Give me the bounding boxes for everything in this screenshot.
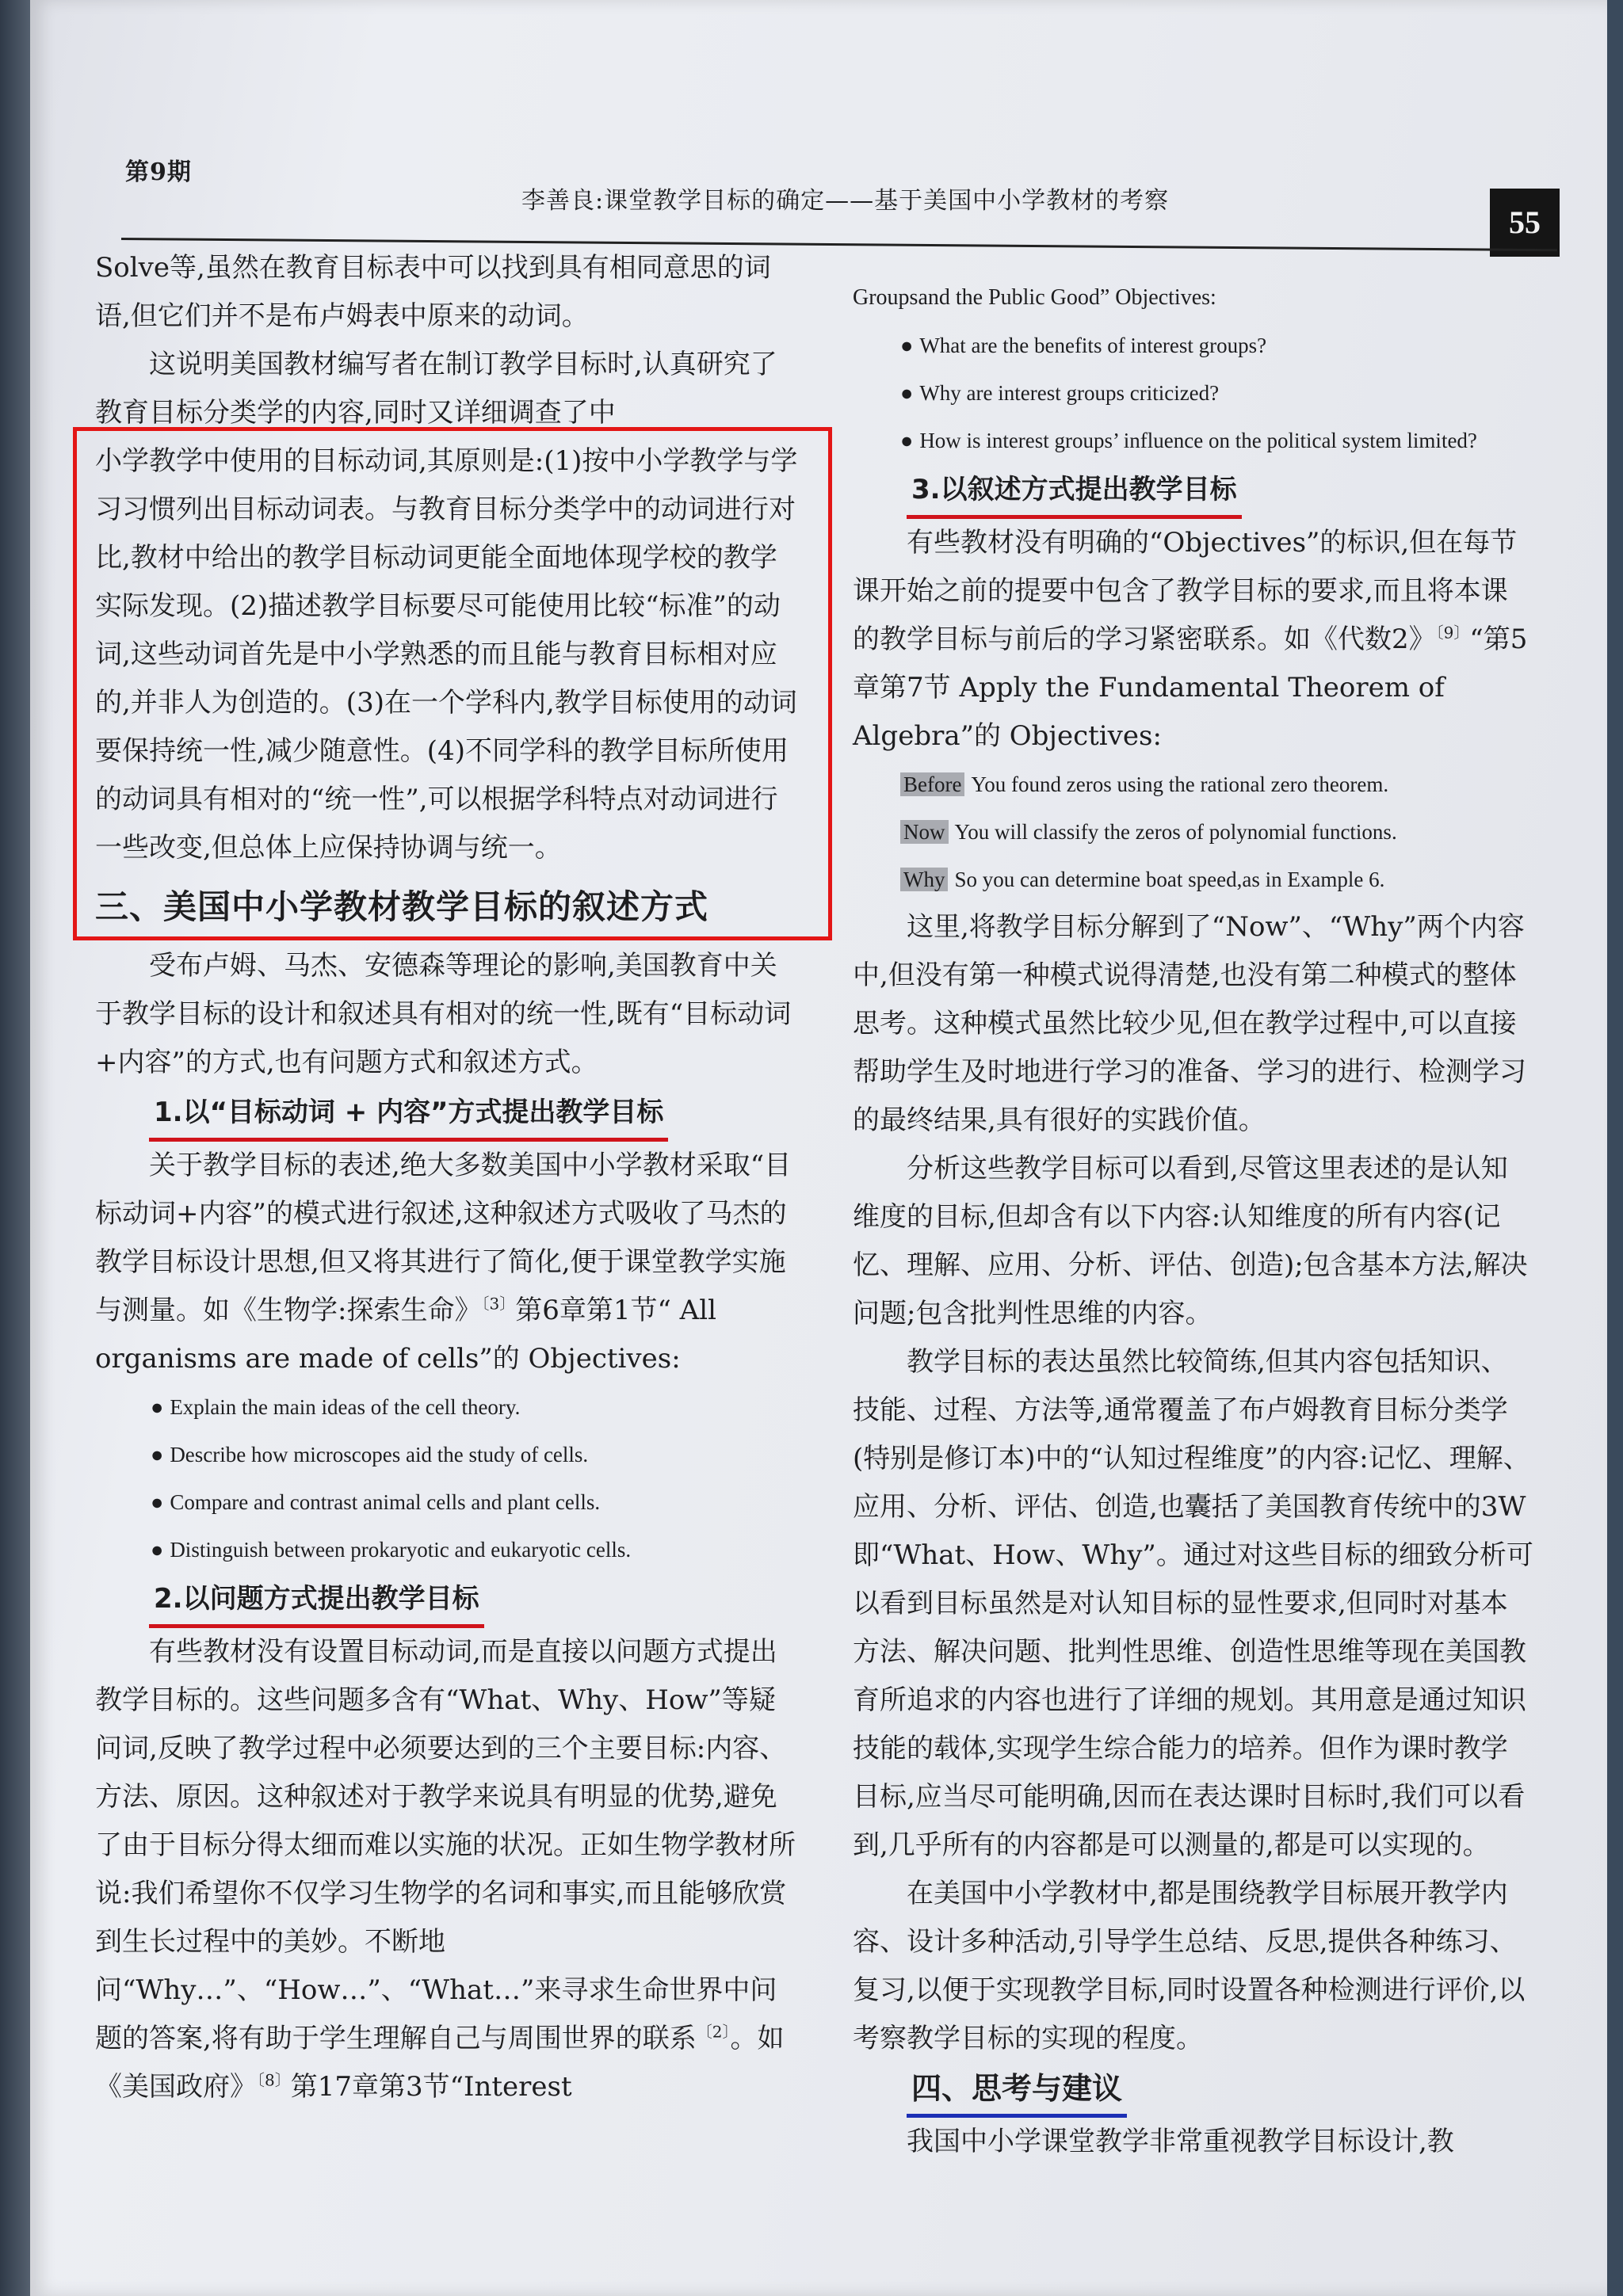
subheading-3: 3.以叙述方式提出教学目标: [907, 464, 1242, 519]
issue-number: 第9期: [125, 158, 192, 186]
right-column: [853, 273, 1534, 2166]
tag-before: Before: [900, 772, 964, 796]
question-item: ● How is interest groups’ influence on the political system limited?: [900, 429, 1477, 452]
objective-item: ● Describe how microscopes aid the study of cells.: [151, 1443, 589, 1466]
section-3-heading: 三、美国中小学教材教学目标的叙述方式: [95, 887, 709, 926]
citation: 〔8〕: [257, 2070, 291, 2090]
question-item: ● What are the benefits of interest groups?: [900, 334, 1267, 357]
citation: 〔3〕: [481, 1294, 516, 1314]
paragraph: Groupsand the Public Good” Objectives:: [853, 285, 1216, 310]
paragraph: 有些教材没有明确的“Objectives”的标识,但在每节课开始之前的提要中包含了教学目标的要求,而且将本课的教学目标与前后的学习紧密联系。如《代数2》$^{〔9〕}$“第5章第7节 Apply the Fundamental Theorem of Algebra”的 Objectives:: [853, 527, 1528, 752]
paragraph: 分析这些教学目标可以看到,尽管这里表述的是认知维度的目标,但却含有以下内容:认知维度的所有内容(记忆、理解、应用、分析、评估、创造);包含基本方法,解决问题;包含批判性思维的内容。: [853, 1153, 1528, 1329]
paragraph: 在美国中小学教材中,都是围绕教学目标展开教学内容、设计多种活动,引导学生总结、反思,提供各种练习、复习,以便于实现教学目标,同时设置各种检测进行评价,以考察教学目标的实现的程度。: [853, 1878, 1526, 2054]
paragraph: 这里,将教学目标分解到了“Now”、“Why”两个内容中,但没有第一种模式说得清楚,也没有第二种模式的整体思考。这种模式虽然比较少见,但在教学过程中,可以直接帮助学生及时地进行学习的准备、学习的进行、检测学习的最终结果,具有很好的实践价值。: [853, 911, 1526, 1136]
section-4-heading: 四、思考与建议: [907, 2063, 1127, 2118]
running-title: 李善良:课堂教学目标的确定——基于美国中小学教材的考察: [521, 187, 1170, 215]
objective-item: ● Distinguish between prokaryotic and eukaryotic cells.: [151, 1538, 632, 1562]
paragraph: 受布卢姆、马杰、安德森等理论的影响,美国教育中关于教学目标的设计和叙述具有相对的统一性,既有“目标动词+内容”的方式,也有问题方式和叙述方式。: [95, 950, 792, 1078]
citation: 〔9〕: [1435, 623, 1470, 643]
paragraph: 教学目标的表达虽然比较简练,但其内容包括知识、技能、过程、方法等,通常覆盖了布卢姆教育目标分类学(特别是修订本)中的“认知过程维度”的内容:记忆、理解、应用、分析、评估、创造,也囊括了美国教育传统中的3W即“What、How、Why”。通过对这些目标的细致分析可以看到目标虽然是对认知目标的显性要求,但同时对基本方法、解决问题、批判性思维、创造性思维等现在美国教育所追求的内容也进行了详细的规划。其用意是通过知识技能的载体,实现学生综合能力的培养。但作为课时教学目标,应当尽可能明确,因而在表达课时目标时,我们可以看到,几乎所有的内容都是可以测量的,都是可以实现的。: [853, 1346, 1533, 1861]
left-column: [95, 244, 802, 2111]
page-edge-shadow: [0, 0, 30, 2296]
paragraph: 关于教学目标的表述,绝大多数美国中小学教材采取“目标动词+内容”的模式进行叙述,这种叙述方式吸收了马杰的教学目标设计思想,但又将其进行了简化,便于课堂教学实施与测量。如《生物学:探索生命》$^{〔3〕}$第6章第1节“ All organisms are made of cells”的 Objectives:: [95, 1150, 792, 1375]
bullet-icon: ●: [151, 1490, 164, 1514]
tag-now: Now: [900, 820, 949, 844]
bullet-icon: ●: [151, 1538, 164, 1562]
paragraph: 有些教材没有设置目标动词,而是直接以问题方式提出教学目标的。这些问题多含有“What、Why、How”等疑问词,反映了教学过程中必须要达到的三个主要目标:内容、方法、原因。这种叙述对于教学来说具有明显的优势,避免了由于目标分得太细而难以实施的状况。正如生物学教材所说:我们希望你不仅学习生物学的名词和事实,而且能够欣赏到生长过程中的美妙。不断地问“Why…”、“How…”、“What…”来寻求生命世界中问题的答案,将有助于学生理解自己与周围世界的联系$^{〔2〕}$。如《美国政府》$^{〔8〕}$第17章第3节“Interest: [95, 1636, 796, 2103]
subheading-2: 2.以问题方式提出教学目标: [149, 1573, 484, 1628]
objective-item: ● Explain the main ideas of the cell theory.: [151, 1395, 521, 1419]
bullet-icon: ●: [900, 381, 914, 405]
narrative-item: Now You will classify the zeros of polynomial functions.: [853, 808, 1534, 856]
bullet-icon: ●: [151, 1443, 164, 1466]
subheading-1: 1.以“目标动词 + 内容”方式提出教学目标: [149, 1087, 668, 1142]
highlighted-paragraph: 小学教学中使用的目标动词,其原则是:(1)按中小学教学与学习习惯列出目标动词表。与教育目标分类学中的动词进行对比,教材中给出的教学目标动词更能全面地体现学校的教学实际发现。(2)描述教学目标要尽可能使用比较“标准”的动词,这些动词首先是中小学熟悉的而且能与教育目标相对应的,并非人为创造的。(3)在一个学科内,教学目标使用的动词要保持统一性,减少随意性。(4)不同学科的教学目标所使用的动词具有相对的“统一性”,可以根据学科特点对动词进行一些改变,但总体上应保持协调与统一。: [95, 445, 798, 864]
paragraph: 这说明美国教材编写者在制订教学目标时,认真研究了教育目标分类学的内容,同时又详细调查了中: [95, 349, 777, 429]
tag-why: Why: [900, 868, 948, 891]
citation: 〔2〕: [696, 2022, 731, 2042]
narrative-item: Why So you can determine boat speed,as in Example 6.: [853, 856, 1534, 903]
bullet-icon: ●: [900, 429, 914, 452]
page-number: 55: [1490, 189, 1560, 257]
objective-item: ● Compare and contrast animal cells and plant cells.: [151, 1490, 601, 1514]
question-item: ● Why are interest groups criticized?: [900, 381, 1220, 405]
paragraph: Solve等,虽然在教育目标表中可以找到具有相同意思的词语,但它们并不是布卢姆表中原来的动词。: [95, 252, 771, 332]
bullet-icon: ●: [900, 334, 914, 357]
narrative-item: Before You found zeros using the rational zero theorem.: [853, 761, 1534, 808]
paragraph: 我国中小学课堂教学非常重视教学目标设计,教: [907, 2126, 1454, 2157]
bullet-icon: ●: [151, 1395, 164, 1419]
